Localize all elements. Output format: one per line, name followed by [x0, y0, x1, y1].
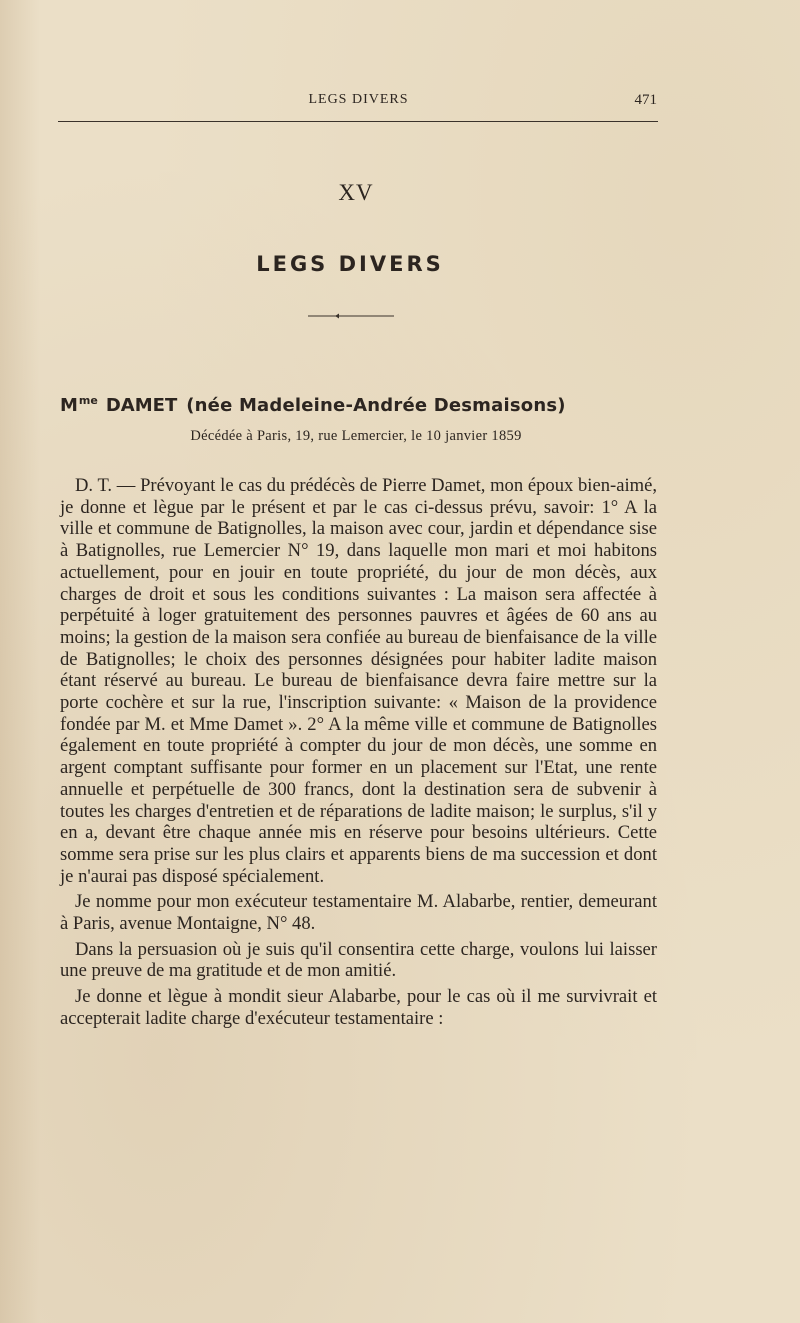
testator-heading: [60, 394, 657, 416]
chapter-title: LEGS DIVERS: [256, 252, 444, 276]
chapter-number: XV: [338, 180, 374, 205]
header-rule: [58, 121, 658, 122]
deceased-line: Décédée à Paris, 19, rue Lemercier, le 10 janvier 1859: [190, 428, 522, 444]
testator-title: M: [60, 395, 78, 416]
testator-name: DAMET: [105, 395, 178, 416]
page-number: 471: [634, 92, 657, 108]
paragraph: D. T. — Prévoyant le cas du prédécès de Pierre Damet, mon époux bien-aimé, je donne et lègue par le présent et par le cas ci-dessus prévu, savoir: 1° A la ville et commune de Batignolles, la maison avec cour, jardin et dépendance sise à Batignolles, rue Lemercier N° 19, dans laquelle mon mari et moi habitons actuellement, pour en jouir en toute propriété, du jour de mon décès, aux charges de droit et sous les conditions suivantes : La maison sera affectée à perpétuité à loger gratuitement des personnes pauvres et âgées de 60 ans au moins; la gestion de la maison sera confiée au bureau de bienfaisance de la ville de Batignolles; le choix des personnes désignées pour habiter ladite maison étant réservé au bureau. Le bureau de bienfaisance devra faire mettre sur la porte cochère et sur la rue, l'inscription suivante: « Maison de la providence fondée par M. et Mme Damet ». 2° A la même ville et commune de Batignolles également en toute propriété à compter du jour de mon décès, une somme en argent comptant suffisante pour former en un placement sur l'Etat, une rente annuelle et perpétuelle de 300 francs, dont la destination sera de subvenir à toutes les charges d'entretien et de réparations de ladite maison; le surplus, s'il y en a, devant être chaque année mis en réserve pour besoins ultérieurs. Cette somme sera prise sur les plus clairs et apparents biens de ma succession et dont je n'aurai pas disposé spécialement.: [60, 475, 657, 887]
testator-title-superscript: me: [78, 394, 98, 407]
running-header: [60, 92, 657, 114]
paragraph: Je donne et lègue à mondit sieur Alabarbe, pour le cas où il me survivrait et accepterait ladite charge d'exécuteur testamentaire :: [60, 986, 657, 1029]
body-text: [60, 475, 657, 1034]
ornament-divider: [308, 312, 394, 320]
paragraph: Dans la persuasion où je suis qu'il consentira cette charge, voulons lui laisser une preuve de ma gratitude et de mon amitié.: [60, 938, 657, 982]
paragraph: Je nomme pour mon exécuteur testamentaire M. Alabarbe, rentier, demeurant à Paris, avenue Montaigne, N° 48.: [60, 891, 657, 935]
running-title: LEGS DIVERS: [308, 92, 409, 107]
testator-birth-name: (née Madeleine-Andrée Desmaisons): [186, 395, 566, 416]
